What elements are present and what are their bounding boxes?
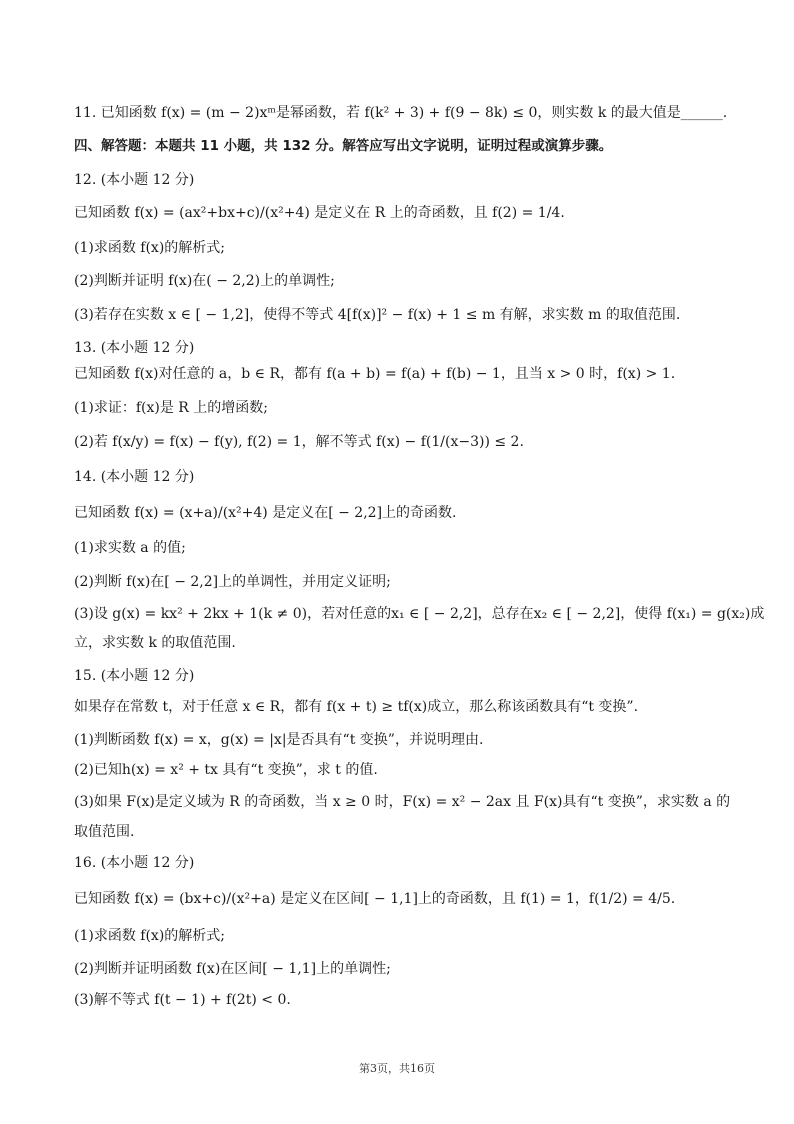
q16-part3: (3)解不等式 f(t − 1) + f(2t) < 0.: [74, 992, 291, 1008]
q16-stem: 已知函数 f(x) = (bx+c)/(x²+a) 是定义在区间[ − 1,1]上的奇函数，且 f(1) = 1，f(1/2) = 4/5.: [74, 891, 676, 907]
q14-header: 14. (本小题 12 分): [74, 469, 195, 485]
q12-header: 12. (本小题 12 分): [74, 172, 195, 188]
q14-part3: (3)设 g(x) = kx² + 2kx + 1(k ≠ 0)，若对任意的x₁ ∈ [ − 2,2]，总存在x₂ ∈ [ − 2,2]，使得 f(x₁) = g(x₂)成: [74, 606, 765, 622]
q15-part3: (3)如果 F(x)是定义域为 R 的奇函数，当 x ≥ 0 时，F(x) = x² − 2ax 且 F(x)具有“t 变换”，求实数 a 的: [74, 794, 731, 810]
q14-part2: (2)判断 f(x)在[ − 2,2]上的单调性，并用定义证明;: [74, 574, 391, 590]
q16-header: 16. (本小题 12 分): [74, 855, 195, 871]
q15-header: 15. (本小题 12 分): [74, 668, 195, 684]
q12-stem: 已知函数 f(x) = (ax²+bx+c)/(x²+4) 是定义在 R 上的奇函数，且 f(2) = 1/4.: [74, 205, 565, 221]
q16-part2: (2)判断并证明函数 f(x)在区间[ − 1,1]上的单调性;: [74, 961, 391, 977]
q12-part3: (3)若存在实数 x ∈ [ − 1,2]，使得不等式 4[f(x)]² − f(x) + 1 ≤ m 有解，求实数 m 的取值范围.: [74, 307, 681, 323]
q13-header: 13. (本小题 12 分): [74, 340, 195, 356]
q14-part3-cont: 立，求实数 k 的取值范围.: [74, 635, 236, 651]
q16-part1: (1)求函数 f(x)的解析式;: [74, 928, 225, 944]
q14-stem: 已知函数 f(x) = (x+a)/(x²+4) 是定义在[ − 2,2]上的奇函数.: [74, 505, 457, 521]
q13-part2: (2)若 f(x/y) = f(x) − f(y), f(2) = 1，解不等式 f(x) − f(1/(x−3)) ≤ 2.: [74, 434, 524, 450]
q15-part3-cont: 取值范围.: [74, 824, 135, 840]
q14-part1: (1)求实数 a 的值;: [74, 540, 186, 556]
q15-part2: (2)已知h(x) = x² + tx 具有“t 变换”，求 t 的值.: [74, 762, 378, 778]
q15-stem: 如果存在常数 t，对于任意 x ∈ R，都有 f(x + t) ≥ tf(x)成立，那么称该函数具有“t 变换”.: [74, 699, 639, 715]
q12-part2: (2)判断并证明 f(x)在( − 2,2)上的单调性;: [74, 273, 335, 289]
q12-part1: (1)求函数 f(x)的解析式;: [74, 240, 225, 256]
section-heading: 四、解答题：本题共 11 小题，共 132 分。解答应写出文字说明，证明过程或演算步骤。: [74, 138, 613, 154]
question-11: 11. 已知函数 f(x) = (m − 2)xᵐ是幂函数，若 f(k² + 3) + f(9 − 8k) ≤ 0，则实数 k 的最大值是______.: [74, 105, 728, 121]
q13-part1: (1)求证：f(x)是 R 上的增函数;: [74, 400, 268, 416]
page-footer: 第3页，共16页: [359, 1062, 435, 1075]
q15-part1: (1)判断函数 f(x) = x，g(x) = |x|是否具有“t 变换”，并说明理由.: [74, 732, 484, 748]
q13-stem: 已知函数 f(x)对任意的 a，b ∈ R，都有 f(a + b) = f(a) + f(b) − 1，且当 x > 0 时，f(x) > 1.: [74, 366, 676, 382]
